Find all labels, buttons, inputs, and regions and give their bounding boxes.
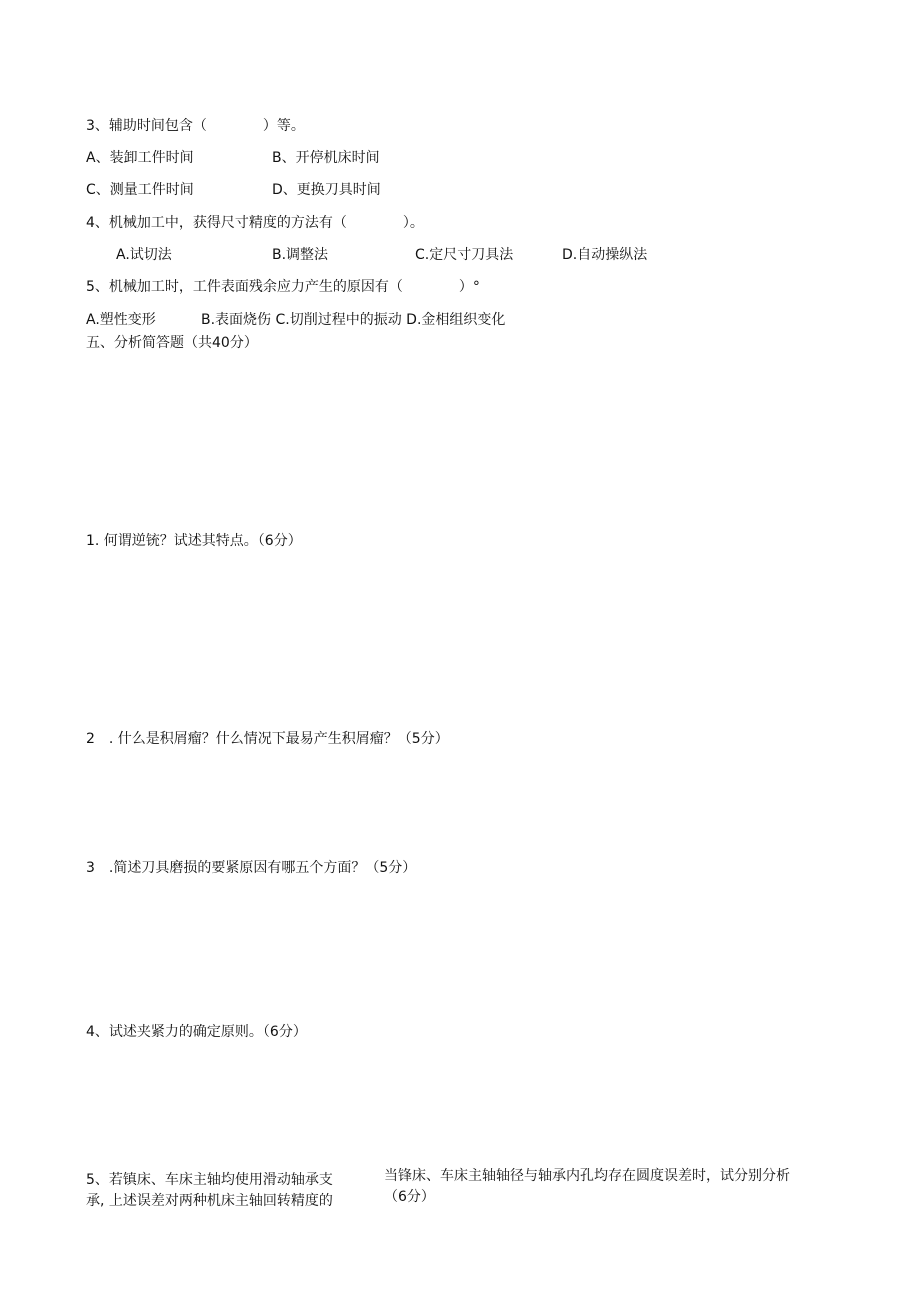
q4-option-a: A.试切法 <box>116 247 172 263</box>
short-answer-question-5-right-1: 当锋床、车床主轴轴径与轴承内孔均存在圆度误差时，试分别分析 <box>384 1168 790 1184</box>
short-answer-question-4: 4、试述夹紧力的确定原则。（6分） <box>86 1024 307 1040</box>
short-answer-question-5-right-2: （6分） <box>384 1189 435 1205</box>
short-answer-question-3: 3 .简述刀具磨损的要紧原因有哪五个方面？（5分） <box>86 860 417 876</box>
q3-option-c: C、测量工件时间 <box>86 182 194 198</box>
q5-option-a: A.塑性变形 <box>86 312 156 328</box>
q4-stem: 4、机械加工中，获得尺寸精度的方法有（ ）。 <box>86 215 424 231</box>
q4-option-c: C.定尺寸刀具法 <box>415 247 514 263</box>
q4-option-d: D.自动操纵法 <box>562 247 648 263</box>
short-answer-question-1: 1. 何谓逆铳？试述其特点。（6分） <box>86 533 302 549</box>
q3-option-d: D、更换刀具时间 <box>272 182 381 198</box>
q4-option-b: B.调整法 <box>272 247 329 263</box>
section-heading: 五、分析简答题（共40分） <box>86 335 258 351</box>
q3-option-b: B、开停机床时间 <box>272 150 380 166</box>
q5-option-bcd: B.表面烧伤 C.切削过程中的振动 D.金相组织变化 <box>201 312 506 328</box>
q3-stem: 3、辅助时间包含（ ）等。 <box>86 118 305 134</box>
q5-stem: 5、机械加工时，工件表面残余应力产生的原因有（ ）° <box>86 279 480 295</box>
short-answer-question-5-left-2: 承, 上述误差对两种机床主轴回转精度的 <box>86 1193 333 1209</box>
short-answer-question-5-left-1: 5、若镇床、车床主轴均使用滑动轴承支 <box>86 1172 333 1188</box>
short-answer-question-2: 2 . 什么是积屑瘤？什么情况下最易产生积屑瘤？（5分） <box>86 731 449 747</box>
q3-option-a: A、装卸工件时间 <box>86 150 194 166</box>
